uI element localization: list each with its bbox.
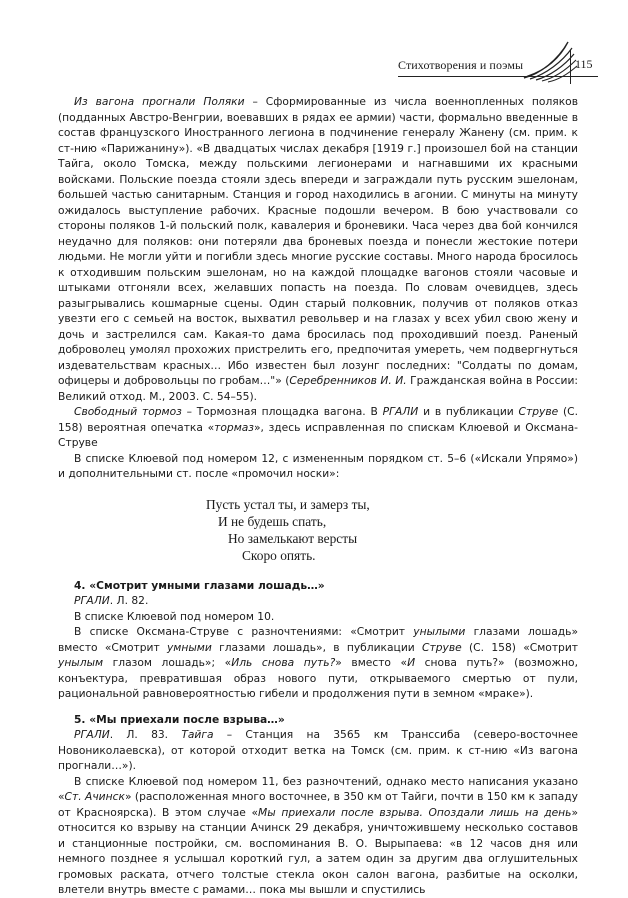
note-paragraph-achinsk: В списке Клюевой под номером 11, без разночтений, однако место написания указано «Ст. Ачинск» (расположенная много восточнее, в 350 км от Тайги, почти в 150 км к западу от Красноярска). В этом случае «Мы приехали после взрыва. Опоздали лишь на день» относится ко взрыву на станции Ачинск 29 декабря, уничтожившему несколько составов и станционные постройки, см. воспоминания В. О. Вырыпаева: «в 12 часов дня или немного позднее я услышал короткий гул, а затем один за другим два оглушительных громовых раската, отчего толстые стекла окон салон вагона, разбитые на осколки, влетели внутрь вместе с рамами… пока мы вышли и спустились — [58, 774, 579, 896]
header-vertical-bar — [570, 50, 571, 84]
verse-line: Скоро опять. — [242, 547, 316, 563]
note-paragraph-poles: Из вагона прогнали Поляки – Сформированные из числа военнопленных поляков (подданных Австро-Венгрии, воевавших в рядах ее армии) части, формально введенные в состав французского Иностранного легиона в подчинение генералу Жанену (см. прим. к ст-нию «Парижанину»). «В двадцатых числах декабря [1919 г.] произошел бой на станции Тайга, около Томска, между польскими легионерами и нагнавшими их красными войсками. Польские поезда стояли здесь впереди и заграждали путь русским эшелонам, большей частью санитарным. Станция и город находились в агонии. С минуты на минуту ожидалось выступление рабочих. Красные подошли вечером. В бою участвовали со стороны поляков 1-й польский полк, кавалерия и броневики. Часа через два бой кончился неудачно для поляков: они потеряли два броневых поезда и понесли жестокие потери людьми. Не могли уйти и погибли здесь многие русские составы. Много народа бросилось к отходившим польским эшелонам, но на каждой площадке вагонов стояли часовые и штыками отгоняли всех, желавших попасть на поезда. По словам очевидцев, здесь разыгрывались кошмарные сцены. Один старый полковник, получив от поляков отказ увезти его с семьей на восток, выхватил револьвер и на глазах у всех убил свою жену и дочь и застрелился сам. Какая-то дама бросилась под проходивший поезд. Раненый доброволец умолял прохожих пристрелить его, предпочитая умереть, чем подвергнуться издевательствам красных… Ибо известен был лозунг последних: "Солдаты по домам, офицеры и добровольцы по гробам…"» (Серебренников И. И. Гражданская война в России: Великий отход. М., 2003. С. 54–55). — [58, 95, 578, 403]
note-paragraph-brake: Свободный тормоз – Тормозная площадка вагона. В РГАЛИ и в публикации Струве (С. 158) вероятная опечатка «тормаз», здесь исправленная по спискам Клюевой и Оксмана-Струве — [58, 405, 579, 449]
verse-line: Пусть устал ты, и замерз ты, — [206, 496, 370, 512]
note-paragraph-variants: В списке Оксмана-Струве с разночтениями: «Смотрит унылыми глазами лошадь» вместо «Смотрит умными глазами лошадь», в публикации Струве (С. 158) «Смотрит унылым глазом лошадь»; «Иль снова путь?» вместо «И снова путь?» (возможно, конъектура, превратившая образ нового пути, открываемого смертью от пули, рациональной равновероятностью гибели и продолжения пути в земном «мраке»). — [58, 625, 578, 700]
note-paragraph-klyueva-12: В списке Клюевой под номером 12, с измененным порядком ст. 5–6 («Искали Упрямо») и дополнительными ст. после «промочил носки»: — [58, 451, 578, 480]
running-title: Стихотворения и поэмы — [398, 58, 524, 72]
section-title-5: 5. «Мы приехали после взрыва…» — [74, 712, 285, 726]
page-number: 115 — [575, 57, 593, 71]
verse-quote — [58, 496, 578, 564]
body-text — [58, 94, 578, 898]
verse-line: И не будешь спать, — [218, 513, 327, 529]
note-paragraph: В списке Клюевой под номером 10. — [74, 609, 275, 623]
verse-line: Но замелькают версты — [228, 530, 358, 546]
source-line: РГАЛИ. Л. 82. — [74, 594, 149, 607]
feather-ornament-icon — [520, 38, 580, 84]
note-paragraph-taiga: РГАЛИ. Л. 83. Тайга – Станция на 3565 км Транссиба (северо-восточнее Новониколаевска), от которой отходит ветка на Томск (см. прим. к ст-нию «Из вагона прогнали…»). — [58, 728, 578, 772]
section-title-4: 4. «Смотрит умными глазами лошадь…» — [74, 578, 325, 592]
lemma: Из вагона прогнали Поляки — [74, 95, 245, 108]
